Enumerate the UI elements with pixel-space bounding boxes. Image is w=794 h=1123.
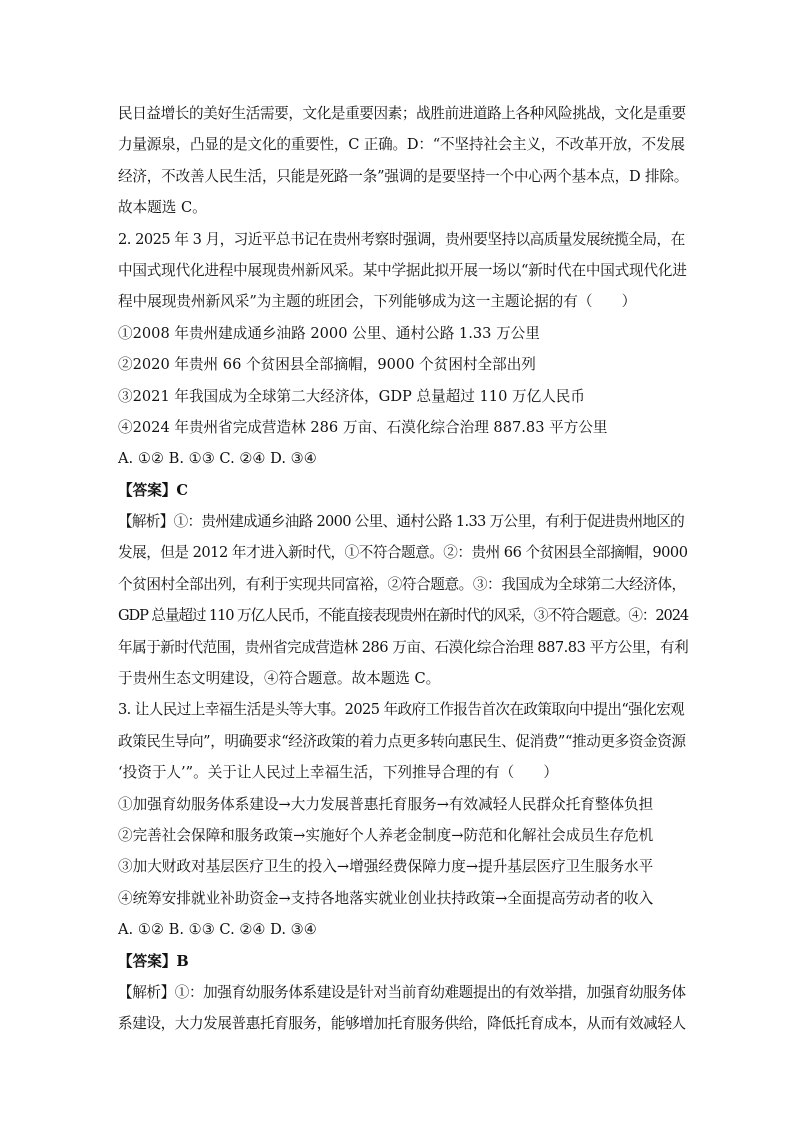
question-3-item-2: ②完善社会保障和服务政策→实施好个人养老金制度→防范和化解社会成员生存危机	[118, 826, 654, 844]
question-3-stem: 3. 让人民过上幸福生活是头等大事。2025 年政府工作报告首次在政策取向中提出“强化宏观	[118, 701, 685, 719]
question-3-item-3: ③加大财政对基层医疗卫生的投入→增强经费保障力度→提升基层医疗卫生服务水平	[118, 858, 654, 876]
question-3-item-4: ④统筹安排就业补助资金→支持各地落实就业创业扶持政策→全面提高劳动者的收入	[118, 889, 654, 907]
question-3-stem: ‘投资于人’”。关于让人民过上幸福生活，下列推导合理的有（ ）	[118, 764, 558, 782]
question-2-analysis: 于贵州生态文明建设，④符合题意。故本题选 C。	[118, 670, 441, 688]
question-2-item-4: ④2024 年贵州省完成营造林 286 万亩、石漠化综合治理 887.83 平方公里	[118, 418, 608, 436]
question-2-item-3: ③2021 年我国成为全球第二大经济体，GDP 总量超过 110 万亿人民币	[118, 387, 585, 405]
question-2-item-1: ①2008 年贵州建成通乡油路 2000 公里、通村公路 1.33 万公里	[118, 324, 540, 342]
question-2-analysis: GDP 总量超过 110 万亿人民币，不能直接表现贵州在新时代的风采，③不符合题意。④：2024	[118, 607, 689, 625]
question-3-answer: 【答案】B	[118, 952, 189, 970]
question-2-answer: 【答案】C	[118, 481, 188, 499]
question-2-stem: 中国式现代化进程中展现贵州新风采。某中学据此拟开展一场以“新时代在中国式现代化进	[118, 261, 687, 279]
question-2-analysis: 个贫困村全部出列，有利于实现共同富裕，②符合题意。③：我国成为全球第二大经济体，	[118, 575, 686, 593]
question-2-item-2: ②2020 年贵州 66 个贫困县全部摘帽，9000 个贫困村全部出列	[118, 356, 536, 374]
text-line: 民日益增长的美好生活需要，文化是重要因素；战胜前进道路上各种风险挑战，文化是重要	[118, 105, 686, 122]
question-2-analysis: 【解析】①：贵州建成通乡油路 2000 公里、通村公路 1.33 万公里，有利于促进贵州地区的	[118, 513, 685, 531]
question-3-options: A. ①② B. ①③ C. ②④ D. ③④	[118, 921, 317, 939]
question-2-stem: 程中展现贵州新风采”为主题的班团会，下列能够成为这一主题论据的有（ ）	[118, 293, 637, 311]
question-3-stem: 政策民生导向”，明确要求“经济政策的着力点更多转向惠民生、促消费”“推动更多资金资源	[118, 732, 686, 750]
question-2-analysis: 发展，但是 2012 年才进入新时代，①不符合题意。②：贵州 66 个贫困县全部摘帽，9000	[118, 544, 688, 562]
question-3-analysis: 【解析】①：加强育幼服务体系建设是针对当前育幼难题提出的有效举措，加强育幼服务体	[118, 983, 686, 1001]
text-line: 经济，不改善人民生活，只能是死路一条”强调的是要坚持一个中心两个基本点，D 排除。	[118, 167, 689, 185]
question-3-analysis: 系建设，大力发展普惠托育服务，能够增加托育服务供给，降低托育成本，从而有效减轻人	[118, 1015, 686, 1033]
document-body	[118, 98, 688, 1040]
question-2-stem: 2. 2025 年 3 月，习近平总书记在贵州考察时强调，贵州要坚持以高质量发展统揽全局，在	[118, 230, 685, 248]
question-3-item-1: ①加强育幼服务体系建设→大力发展普惠托育服务→有效减轻人民群众托育整体负担	[118, 795, 654, 813]
question-2-options: A. ①② B. ①③ C. ②④ D. ③④	[118, 450, 317, 468]
text-line: 力量源泉，凸显的是文化的重要性，C 正确。D：“不坚持社会主义，不改革开放，不发展	[118, 136, 685, 154]
question-2-analysis: 年属于新时代范围，贵州省完成营造林 286 万亩、石漠化综合治理 887.83 平方公里，有利	[118, 638, 689, 656]
text-line: 故本题选 C。	[118, 199, 207, 217]
